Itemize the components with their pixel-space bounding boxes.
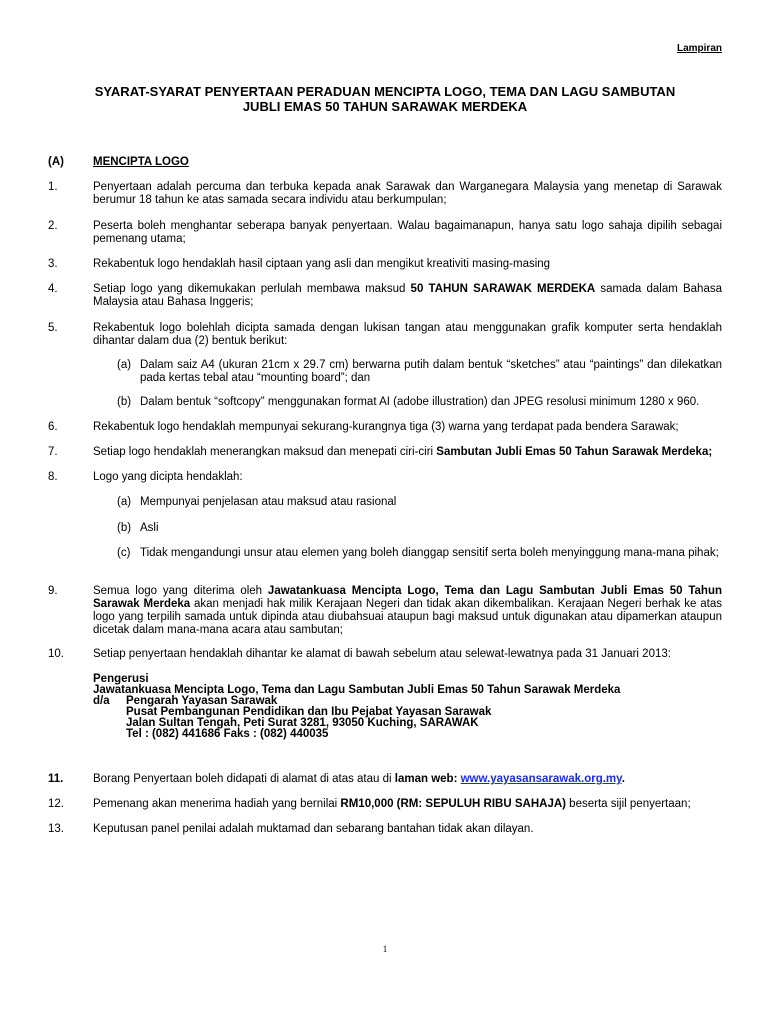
section-title: MENCIPTA LOGO bbox=[93, 156, 189, 168]
address-line-5: Jalan Sultan Tengah, Peti Surat 3281, 93050 Kuching, SARAWAK bbox=[126, 717, 479, 729]
item-number: 4. bbox=[48, 283, 58, 295]
item-text-pre: Borang Penyertaan boleh didapati di alamat di atas atau di bbox=[93, 773, 395, 785]
item-number: 7. bbox=[48, 446, 58, 458]
item-text: Setiap penyertaan hendaklah dihantar ke alamat di bawah sebelum atau selewat-lewatnya pada 31 Januari 2013: bbox=[93, 648, 671, 660]
sub-item-label: (b) bbox=[117, 396, 132, 408]
document-page bbox=[48, 0, 722, 1024]
item-text-pre: Setiap logo hendaklah menerangkan maksud dan menepati ciri-ciri bbox=[93, 446, 437, 458]
website-link[interactable]: www.yayasansarawak.org.my bbox=[460, 773, 622, 785]
sub-item-text: Dalam saiz A4 (ukuran 21cm x 29.7 cm) berwarna putih dalam bentuk “sketches” atau “paintings” dan dilekatkan pada kertas tebal atau “mounting board”; dan bbox=[140, 359, 722, 384]
item-text-post: akan menjadi hak milik Kerajaan Negeri dan tidak akan dikembalikan. Kerajaan Negeri berhak ke atas logo yang terpilih samada untuk dipinda atau diubahsuai ataupun bagi maksud untuk digunakan atau dipamerkan ataupun dicetak dalam mana-mana acara atau sambutan; bbox=[93, 598, 722, 636]
sub-item-text: Asli bbox=[140, 522, 159, 534]
item-text bbox=[93, 798, 722, 811]
item-number: 1. bbox=[48, 181, 58, 193]
item-text-bold: 50 TAHUN SARAWAK MERDEKA bbox=[410, 283, 596, 295]
item-number: 11. bbox=[48, 773, 64, 785]
item-text-post: samada dalam Bahasa Malaysia atau Bahasa Inggeris; bbox=[93, 283, 722, 308]
item-number: 5. bbox=[48, 322, 58, 334]
lampiran-label: Lampiran bbox=[676, 43, 722, 54]
item-number: 9. bbox=[48, 585, 58, 597]
title-line-2: JUBLI EMAS 50 TAHUN SARAWAK MERDEKA bbox=[242, 99, 528, 114]
item-number: 3. bbox=[48, 258, 58, 270]
item-text-bold: Sambutan Jubli Emas 50 Tahun Sarawak Merdeka; bbox=[436, 446, 713, 458]
sub-item-label: (a) bbox=[117, 496, 132, 508]
address-da: d/a bbox=[93, 695, 110, 707]
item-number: 13. bbox=[48, 823, 64, 835]
item-text: Rekabentuk logo hendaklah mempunyai sekurang-kurangnya tiga (3) warna yang terdapat pada bendera Sarawak; bbox=[93, 421, 679, 433]
item-text: Logo yang dicipta hendaklah: bbox=[93, 471, 243, 483]
item-text bbox=[93, 446, 722, 459]
item-text: Penyertaan adalah percuma dan terbuka kepada anak Sarawak dan Warganegara Malaysia yang menetap di Sarawak berumur 18 tahun ke atas samada secara individu atau berkumpulan; bbox=[93, 181, 722, 206]
sub-item-label: (a) bbox=[117, 359, 132, 371]
item-text-bold: RM10,000 (RM: SEPULUH RIBU SAHAJA) bbox=[340, 798, 566, 810]
item-text-post: beserta sijil penyertaan; bbox=[565, 798, 691, 810]
item-text-bold: laman web: bbox=[394, 773, 461, 785]
item-text-bold: Jawatankuasa Mencipta Logo, Tema dan Lagu Sambutan Jubli Emas 50 Tahun Sarawak Merdeka bbox=[93, 585, 722, 610]
address-line-4: Pusat Pembangunan Pendidikan dan Ibu Pejabat Yayasan Sarawak bbox=[126, 706, 492, 718]
sub-item-label: (b) bbox=[117, 522, 132, 534]
address-line-6: Tel : (082) 441686 Faks : (082) 440035 bbox=[126, 728, 329, 740]
item-text bbox=[93, 585, 722, 637]
section-label: (A) bbox=[48, 156, 64, 168]
item-text-pre: Pemenang akan menerima hadiah yang bernilai bbox=[93, 798, 341, 810]
address-line-2: Jawatankuasa Mencipta Logo, Tema dan Lagu Sambutan Jubli Emas 50 Tahun Sarawak Merdeka bbox=[93, 684, 621, 696]
address-line-3 bbox=[93, 696, 722, 707]
item-number: 8. bbox=[48, 471, 58, 483]
document-title bbox=[48, 84, 722, 114]
item-number: 6. bbox=[48, 421, 58, 433]
item-text: Rekabentuk logo bolehlah dicipta samada dengan lukisan tangan atau menggunakan grafik komputer serta hendaklah dihantar dalam dua (2) bentuk berikut: bbox=[93, 322, 722, 347]
item-text bbox=[93, 773, 722, 786]
sub-item-label: (c) bbox=[117, 547, 131, 559]
item-text-pre: Setiap logo yang dikemukakan perlulah membawa maksud bbox=[93, 283, 411, 295]
page-number: 1 bbox=[382, 944, 388, 954]
item-text: Keputusan panel penilai adalah muktamad dan sebarang bantahan tidak akan dilayan. bbox=[93, 823, 534, 835]
sub-item-text: Mempunyai penjelasan atau maksud atau rasional bbox=[140, 496, 397, 508]
title-line-1: SYARAT-SYARAT PENYERTAAN PERADUAN MENCIPTA LOGO, TEMA DAN LAGU SAMBUTAN bbox=[94, 84, 676, 99]
item-text bbox=[93, 283, 722, 309]
item-number: 12. bbox=[48, 798, 64, 810]
item-text: Peserta boleh menghantar seberapa banyak penyertaan. Walau bagaimanapun, hanya satu logo sahaja dipilih sebagai pemenang utama; bbox=[93, 220, 722, 245]
sub-item-text: Tidak mengandungi unsur atau elemen yang boleh dianggap sensitif serta boleh menyinggung mana-mana pihak; bbox=[140, 547, 719, 559]
item-number: 10. bbox=[48, 648, 64, 660]
item-text-pre: Semua logo yang diterima oleh bbox=[93, 585, 268, 597]
item-text: Rekabentuk logo hendaklah hasil ciptaan yang asli dan mengikut kreativiti masing-masing bbox=[93, 258, 551, 270]
address-line-1: Pengerusi bbox=[93, 673, 149, 685]
address-line-3-text: Pengarah Yayasan Sarawak bbox=[126, 695, 278, 707]
mailing-address bbox=[93, 674, 722, 740]
sub-item-text: Dalam bentuk “softcopy” menggunakan format AI (adobe illustration) dan JPEG resolusi minimum 1280 x 960. bbox=[140, 396, 700, 408]
item-text-post: . bbox=[621, 773, 625, 785]
item-number: 2. bbox=[48, 220, 58, 232]
